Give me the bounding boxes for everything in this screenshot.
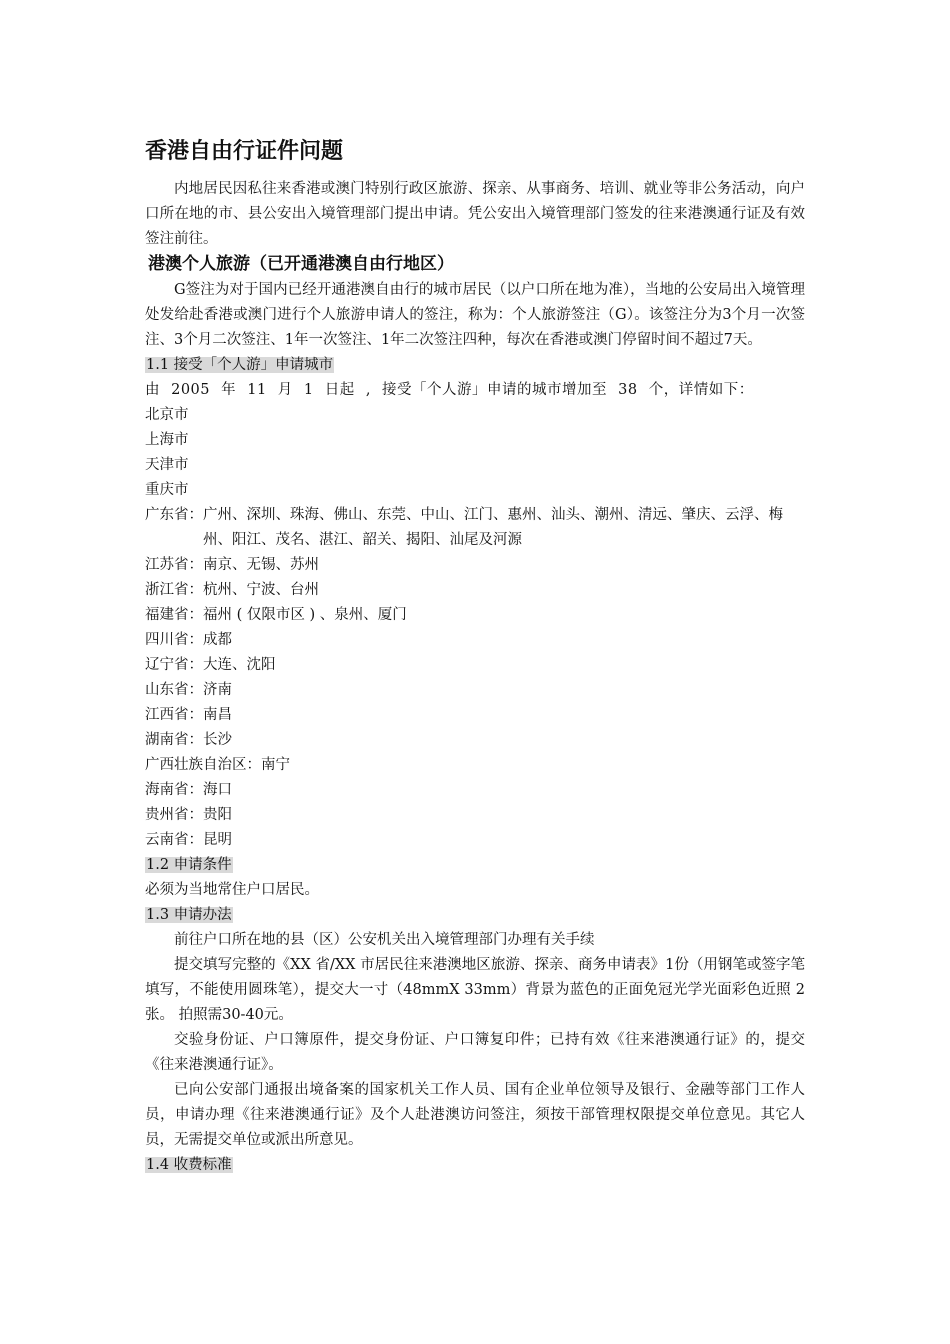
section-1-1-intro: 由 2005 年 11 月 1 日起 , 接受「个人游」申请的城市增加至 38 个，详情如下： (145, 382, 754, 398)
province-cities: 南京、无锡、苏州 (203, 557, 319, 573)
province-label: 广西壮族自治区： (145, 757, 261, 773)
province-row (145, 778, 805, 803)
municipality-list (145, 403, 805, 503)
section-1-4-heading: 1.4 收费标准 (146, 1157, 232, 1173)
province-cities: 海口 (203, 782, 232, 798)
document-body (145, 137, 805, 1178)
g-visa-paragraph: G签注为对于国内已经开通港澳自由行的城市居民（以户口所在地为准），当地的公安局出入境管理处发给赴香港或澳门进行个人旅游申请人的签注，称为：个人旅游签注（G）。该签注分为3个月一次签注、3个月二次签注、1年一次签注、1年二次签注四种，每次在香港或澳门停留时间不超过7天。 (145, 282, 805, 348)
municipality-item: 重庆市 (145, 482, 189, 498)
province-cities: 南昌 (203, 707, 232, 723)
province-row (145, 553, 805, 578)
province-label: 四川省： (145, 632, 203, 648)
province-label: 广东省： (145, 507, 203, 523)
province-list (145, 503, 805, 853)
section-1-3-paragraph: 交验身份证、户口簿原件，提交身份证、户口簿复印件；已持有效《往来港澳通行证》的，提交《往来港澳通行证》。 (145, 1032, 805, 1073)
section-1-2-heading: 1.2 申请条件 (146, 857, 232, 873)
section-1-3-paragraph: 已向公安部门通报出境备案的国家机关工作人员、国有企业单位领导及银行、金融等部门工作人员，申请办理《往来港澳通行证》及个人赴港澳访问签注，须按干部管理权限提交单位意见。其它人员，无需提交单位或派出所意见。 (145, 1082, 805, 1148)
province-row (145, 628, 805, 653)
province-row (145, 578, 805, 603)
province-row (145, 678, 805, 703)
municipality-item: 上海市 (145, 432, 189, 448)
province-cities: 济南 (203, 682, 232, 698)
section-1-2-text: 必须为当地常住户口居民。 (145, 882, 319, 898)
province-row (145, 703, 805, 728)
province-label: 山东省： (145, 682, 203, 698)
province-label: 浙江省： (145, 582, 203, 598)
province-label: 湖南省： (145, 732, 203, 748)
intro-paragraph: 内地居民因私往来香港或澳门特别行政区旅游、探亲、从事商务、培训、就业等非公务活动，向户口所在地的市、县公安出入境管理部门提出申请。凭公安出入境管理部门签发的往来港澳通行证及有效签注前往。 (145, 181, 805, 247)
province-row (145, 653, 805, 678)
section-1-1-heading: 1.1 接受「个人游」申请城市 (146, 357, 334, 373)
province-label: 海南省： (145, 782, 203, 798)
province-cities: 杭州、宁波、台州 (203, 582, 319, 598)
province-label: 福建省： (145, 607, 203, 623)
province-label: 江苏省： (145, 557, 203, 573)
province-row (145, 503, 805, 553)
section-1-3-heading: 1.3 申请办法 (146, 907, 232, 923)
section-1-3-paragraph: 提交填写完整的《XX 省/XX 市居民往来港澳地区旅游、探亲、商务申请表》1份（用钢笔或签字笔填写，不能使用圆珠笔），提交大一寸（48mmX 33mm）背景为蓝色的正面免冠光学光面彩色近照 2 张。 拍照需30-40元。 (145, 957, 805, 1023)
province-label: 江西省： (145, 707, 203, 723)
municipality-item: 天津市 (145, 457, 189, 473)
province-row (145, 803, 805, 828)
section-heading: 港澳个人旅游（已开通港澳自由行地区） (148, 254, 454, 274)
province-cities: 大连、沈阳 (203, 657, 276, 673)
province-label: 贵州省： (145, 807, 203, 823)
province-cities: 昆明 (203, 832, 232, 848)
province-label: 云南省： (145, 832, 203, 848)
province-cities: 福州 ( 仅限市区 ) 、泉州、厦门 (203, 607, 407, 623)
province-cities: 南宁 (261, 757, 290, 773)
section-1-3-paragraph: 前往户口所在地的县（区）公安机关出入境管理部门办理有关手续 (174, 932, 595, 948)
province-row (145, 603, 805, 628)
province-label: 辽宁省： (145, 657, 203, 673)
document-title: 香港自由行证件问题 (145, 139, 344, 164)
municipality-item: 北京市 (145, 407, 189, 423)
province-cities: 广州、深圳、珠海、佛山、东莞、中山、江门、惠州、汕头、潮州、清远、肇庆、云浮、梅州、阳江、茂名、湛江、韶关、揭阳、汕尾及河源 (203, 507, 783, 548)
province-row (145, 828, 805, 853)
province-cities: 贵阳 (203, 807, 232, 823)
province-cities: 成都 (203, 632, 232, 648)
province-row (145, 753, 805, 778)
province-cities: 长沙 (203, 732, 232, 748)
province-row (145, 728, 805, 753)
